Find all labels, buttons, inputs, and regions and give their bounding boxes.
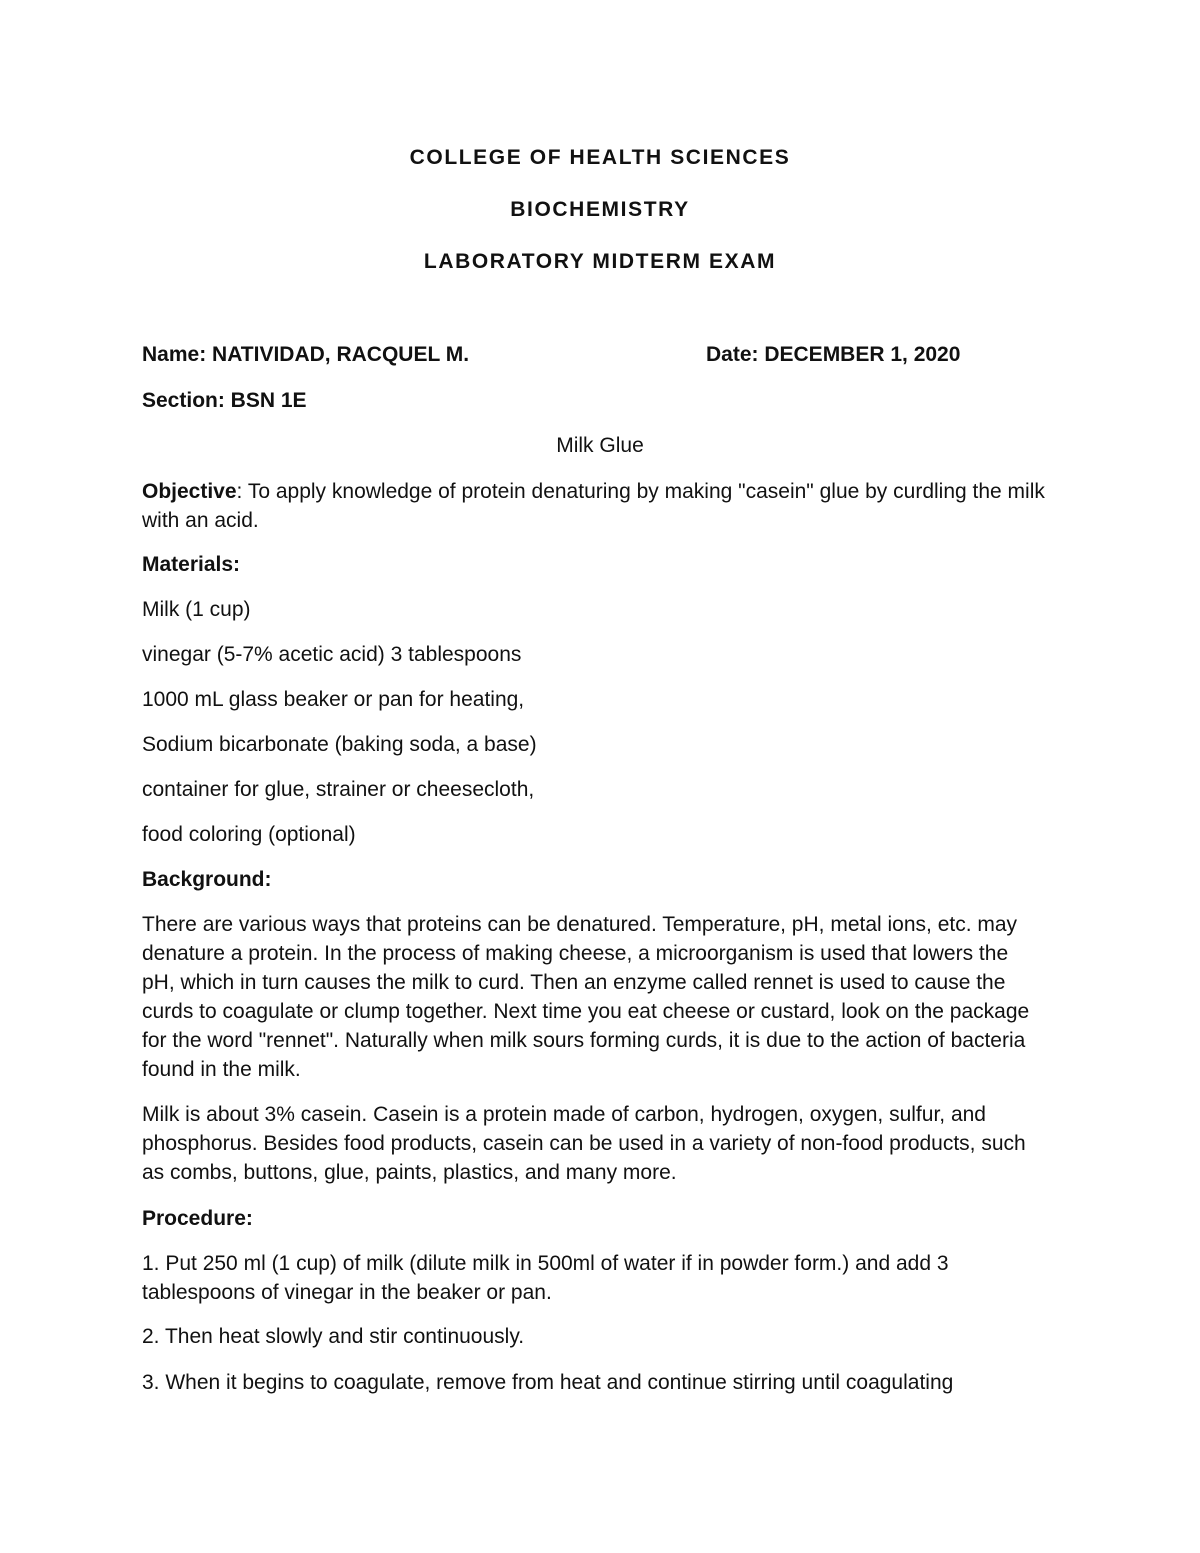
procedure-step-3: 3. When it begins to coagulate, remove from heat and continue stirring until coagulating (142, 1371, 954, 1394)
document-title: Milk Glue (556, 434, 644, 457)
procedure-step-2: 2. Then heat slowly and stir continuously. (142, 1325, 525, 1348)
background-paragraph-2: Milk is about 3% casein. Casein is a protein made of carbon, hydrogen, oxygen, sulfur, and phosphorus. Besides food products, casein can be used in a variety of non-food products, such as combs, buttons, glue, paints, plastics, and many more. (142, 1103, 1026, 1184)
objective-text: : To apply knowledge of protein denaturing by making "casein" glue by curdling the milk with an acid. (142, 480, 1045, 532)
student-section: Section: BSN 1E (142, 389, 307, 412)
material-item: container for glue, strainer or cheesecloth, (142, 778, 535, 801)
objective-label: Objective (142, 480, 237, 503)
exam-heading: LABORATORY MIDTERM EXAM (423, 250, 777, 273)
college-heading: COLLEGE OF HEALTH SCIENCES (409, 146, 791, 169)
material-item: 1000 mL glass beaker or pan for heating, (142, 688, 525, 711)
exam-date: Date: DECEMBER 1, 2020 (706, 343, 961, 366)
materials-heading: Materials: (142, 553, 241, 576)
material-item: food coloring (optional) (142, 823, 356, 846)
material-item: Milk (1 cup) (142, 598, 251, 621)
background-paragraph-1: There are various ways that proteins can be denatured. Temperature, pH, metal ions, etc. may denature a protein. In the process of making cheese, a microorganism is used that lowers the pH, which in turn causes the milk to curd. Then an enzyme called rennet is used to cause the curds to coagulate or clump together. Next time you eat cheese or custard, look on the package for the word "rennet". Naturally when milk sours forming curds, it is due to the action of bacteria found in the milk. (142, 913, 1030, 1081)
objective-paragraph (142, 477, 1062, 535)
material-item: vinegar (5-7% acetic acid) 3 tablespoons (142, 643, 522, 666)
subject-heading: BIOCHEMISTRY (510, 198, 690, 221)
procedure-step-1: 1. Put 250 ml (1 cup) of milk (dilute milk in 500ml of water if in powder form.) and add 3 tablespoons of vinegar in the beaker or pan. (142, 1252, 949, 1304)
background-heading: Background: (142, 868, 272, 891)
material-item: Sodium bicarbonate (baking soda, a base) (142, 733, 537, 756)
procedure-heading: Procedure: (142, 1207, 253, 1230)
student-name: Name: NATIVIDAD, RACQUEL M. (142, 343, 470, 366)
